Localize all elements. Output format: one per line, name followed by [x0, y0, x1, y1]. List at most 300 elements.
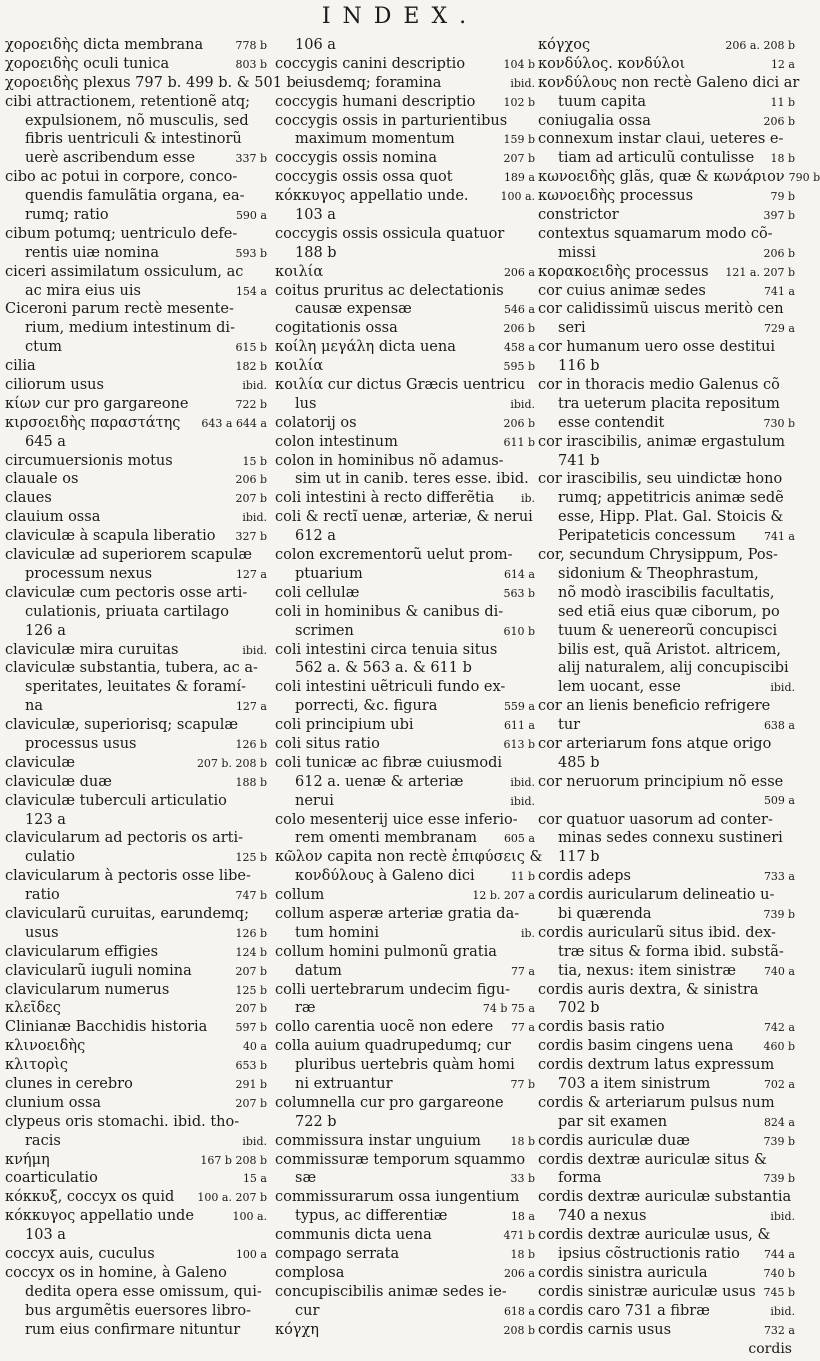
entry-term: nõ modò irascibilis facultatis, — [558, 584, 775, 601]
entry-term: colon excrementorũ uelut prom- — [275, 547, 513, 564]
index-entry — [538, 999, 795, 1018]
entry-term: κλινοειδὴς — [5, 1038, 86, 1055]
entry-term: 106 a — [295, 37, 336, 53]
index-entry — [538, 1075, 795, 1094]
entry-term: cordis dextræ auriculæ substantia — [538, 1189, 792, 1206]
index-entry — [5, 1056, 267, 1075]
index-entry — [275, 489, 535, 508]
entry-reference: 167 b 208 b — [200, 1153, 267, 1167]
index-entry — [538, 1132, 795, 1151]
index-entry — [275, 641, 535, 660]
index-entry — [538, 641, 795, 660]
index-entry — [275, 300, 535, 319]
entry-term: cibo ac potui in corpore, conco- — [5, 169, 238, 186]
index-entry — [275, 924, 535, 943]
entry-reference: 18 b — [770, 152, 795, 166]
index-entry — [275, 811, 535, 830]
index-entry — [5, 149, 267, 168]
index-entry — [538, 565, 795, 584]
index-entry — [5, 999, 267, 1018]
index-entry — [275, 508, 535, 527]
entry-reference: 121 a. 207 b — [725, 265, 795, 279]
entry-reference: 509 a — [763, 793, 795, 807]
index-entry — [5, 395, 267, 414]
index-entry — [538, 527, 795, 546]
entry-reference: 605 a — [503, 832, 535, 846]
entry-reference: 618 a — [503, 1304, 535, 1318]
index-entry — [5, 452, 267, 471]
entry-term: Peripateticis concessum — [558, 528, 736, 545]
entry-reference: 745 b — [763, 1285, 795, 1299]
index-entry — [5, 1245, 267, 1264]
entry-term: cordis auris dextra, & sinistra — [538, 981, 759, 998]
entry-reference: 125 b — [235, 983, 267, 997]
index-entry — [538, 452, 795, 471]
entry-term: rium, medium intestinum di- — [25, 320, 235, 337]
entry-term: coccygis canini descriptio — [275, 55, 466, 72]
index-entry — [538, 55, 795, 74]
entry-term: κόκκυξ, coccyx os quid — [5, 1189, 175, 1206]
entry-reference: 291 b — [235, 1077, 267, 1091]
entry-term: rumq; appetitricis animæ sedẽ — [558, 490, 784, 507]
entry-term: clavicularũ curuitas, earundemq; — [5, 905, 249, 922]
entry-reference: 742 a — [763, 1021, 795, 1035]
entry-reference: 741 a — [763, 284, 795, 298]
entry-term: maximum momentum — [295, 131, 455, 148]
entry-reference: 778 b — [235, 39, 267, 52]
index-entry — [275, 55, 535, 74]
entry-term: ciliorum usus — [5, 377, 104, 394]
entry-term: 103 a — [25, 1227, 66, 1244]
entry-reference: ibid. — [242, 511, 267, 525]
entry-reference: 208 b — [503, 1323, 535, 1337]
entry-term: κωνοειδὴς processus — [538, 188, 694, 205]
index-entry — [538, 470, 795, 489]
index-entry — [275, 225, 535, 244]
index-entry — [5, 168, 267, 187]
entry-term: clunes in cerebro — [5, 1075, 133, 1092]
index-entry — [275, 1037, 535, 1056]
entry-reference: ibid. — [242, 379, 267, 393]
index-entry — [5, 1207, 267, 1226]
entry-term: commissuræ temporum squammo — [275, 1151, 526, 1168]
entry-reference: 207 b — [503, 152, 535, 166]
entry-term: coli cellulæ — [275, 584, 360, 601]
entry-term: cordis adeps — [538, 868, 631, 885]
entry-reference: 207 b — [235, 1002, 267, 1016]
entry-reference: 460 b — [763, 1040, 795, 1054]
entry-reference: 11 b — [510, 870, 535, 884]
entry-term: ni extruantur — [295, 1075, 393, 1092]
entry-term: clavicularum ad pectoris os arti- — [5, 830, 244, 847]
entry-reference: 127 a — [235, 700, 267, 714]
index-entry — [538, 659, 795, 678]
index-entry — [5, 622, 267, 641]
index-entry — [538, 1226, 795, 1245]
entry-reference: 12 b. 207 a — [472, 889, 535, 903]
entry-term: colo mesenterij uice esse inferio- — [275, 811, 518, 828]
index-entry — [538, 357, 795, 376]
entry-term: χοροειδὴς oculi tunica — [5, 55, 170, 72]
entry-term: clavicularum à pectoris osse libe- — [5, 868, 251, 885]
entry-term: processus usus — [25, 735, 137, 752]
entry-term: 116 b — [558, 358, 600, 375]
entry-reference: 747 b — [235, 889, 267, 903]
entry-reference: 77 b — [510, 1077, 535, 1091]
index-entry — [538, 36, 795, 55]
index-entry — [275, 338, 535, 357]
entry-reference: 100 a. — [500, 190, 535, 204]
index-entry — [538, 754, 795, 773]
entry-term: esse, Hipp. Plat. Gal. Stoicis & — [558, 509, 784, 526]
index-entry — [538, 244, 795, 263]
index-entry — [275, 565, 535, 584]
entry-reference: 643 a 644 a — [201, 416, 267, 430]
index-entry — [275, 206, 535, 225]
index-entry — [275, 1245, 535, 1264]
entry-term: tur — [558, 717, 581, 734]
index-entry — [275, 149, 535, 168]
entry-term: cor, secundum Chrysippum, Pos- — [538, 547, 778, 564]
entry-term: sed etiã eius quæ ciborum, po — [558, 603, 780, 620]
entry-term: columnella cur pro gargareone — [275, 1094, 504, 1111]
index-entry — [275, 93, 535, 112]
entry-term: eiusdemq; foramina — [295, 74, 442, 91]
entry-term: rentis uiæ nomina — [25, 244, 160, 261]
index-entry — [275, 187, 535, 206]
index-entry — [5, 886, 267, 905]
index-entry — [5, 943, 267, 962]
entry-reference: 125 b — [235, 851, 267, 865]
entry-reference: ibid. — [770, 1304, 795, 1318]
index-entry — [275, 244, 535, 263]
index-entry — [538, 867, 795, 886]
index-entry — [5, 1264, 267, 1283]
index-entry — [538, 414, 795, 433]
entry-term: sæ — [295, 1170, 317, 1187]
index-entry — [538, 886, 795, 905]
index-entry — [538, 1151, 795, 1170]
index-entry — [275, 999, 535, 1018]
entry-term: ac mira eius uis — [25, 282, 141, 299]
entry-reference: 653 b — [235, 1059, 267, 1073]
index-entry — [538, 112, 795, 131]
index-entry — [275, 1075, 535, 1094]
index-entry — [275, 1018, 535, 1037]
entry-term: cor irascibilis, seu uindictæ hono — [538, 471, 783, 488]
index-entry — [538, 1094, 795, 1113]
entry-term: 612 a — [295, 528, 336, 545]
index-entry — [5, 187, 267, 206]
entry-term: 703 a item sinistrum — [558, 1075, 711, 1092]
entry-term: κίων cur pro gargareone — [5, 395, 189, 412]
entry-reference: 15 b — [242, 454, 267, 468]
index-entry — [275, 773, 535, 792]
entry-term: tuum & uenereorũ concupisci — [558, 622, 778, 639]
index-entry — [5, 1094, 267, 1113]
index-entry — [538, 829, 795, 848]
index-entry — [275, 319, 535, 338]
index-entry — [5, 735, 267, 754]
entry-term: coccygis ossis ossa quot — [275, 169, 453, 186]
entry-term: fibris uentriculi & intestinorũ — [25, 131, 242, 148]
entry-term: causæ expensæ — [295, 301, 412, 318]
entry-term: constrictor — [538, 207, 619, 224]
entry-term: pluribus uertebris quàm homi — [295, 1057, 515, 1074]
entry-term: 562 a. & 563 a. & 611 b — [295, 660, 472, 677]
entry-term: 702 b — [558, 1000, 600, 1017]
index-entry — [5, 263, 267, 282]
index-entry — [5, 112, 267, 131]
index-entry — [5, 206, 267, 225]
index-column-1 — [5, 36, 296, 1339]
index-entry — [275, 1113, 535, 1132]
index-entry — [5, 244, 267, 263]
entry-term: coli intestini uẽtriculi fundo ex- — [275, 679, 506, 696]
entry-term: κῶλον capita non rectè ἐπιφύσεις & — [275, 849, 543, 866]
index-entry — [5, 1321, 267, 1340]
entry-term: claviculæ mira curuitas — [5, 641, 179, 658]
index-entry — [5, 1302, 267, 1321]
entry-term: typus, ac differentiæ — [295, 1208, 448, 1225]
index-entry — [538, 678, 795, 697]
entry-term: 722 b — [295, 1113, 337, 1130]
index-entry — [538, 282, 795, 301]
entry-reference: 188 b — [235, 775, 267, 789]
entry-reference: 206 b — [235, 473, 267, 487]
index-entry — [275, 74, 535, 93]
index-entry — [538, 622, 795, 641]
entry-term: processum nexus — [25, 565, 153, 582]
entry-term: 103 a — [295, 207, 336, 224]
index-entry — [5, 36, 267, 55]
index-entry — [275, 792, 535, 811]
index-entry — [275, 1056, 535, 1075]
index-entry — [538, 1302, 795, 1321]
index-entry — [275, 470, 535, 489]
entry-term: porrecti, &c. figura — [295, 698, 438, 715]
index-entry — [5, 811, 267, 830]
entry-term: complosa — [275, 1264, 345, 1281]
entry-term: na — [25, 698, 43, 715]
index-entry — [5, 1037, 267, 1056]
entry-term: rum eius confirmare nituntur — [25, 1321, 241, 1338]
entry-reference: 593 b — [235, 246, 267, 260]
entry-reference: 613 b — [503, 737, 535, 751]
entry-term: uerè ascribendum esse — [25, 150, 196, 167]
index-entry — [275, 1302, 535, 1321]
entry-reference: 126 b — [235, 926, 267, 940]
entry-reference: 471 b — [503, 1229, 535, 1243]
index-entry — [5, 773, 267, 792]
entry-term: κωνοειδὴς glãs, quæ & κωνάριον — [538, 169, 785, 186]
index-entry — [275, 263, 535, 282]
entry-term: clavicularum numerus — [5, 981, 170, 998]
entry-term: coitus pruritus ac delectationis — [275, 282, 504, 299]
index-entry — [5, 527, 267, 546]
index-entry — [538, 130, 795, 149]
index-entry — [538, 433, 795, 452]
index-entry — [275, 584, 535, 603]
index-entry — [5, 1188, 267, 1207]
entry-term: κοίλη μεγάλη dicta uena — [275, 339, 456, 356]
entry-term: Ciceroni parum rectè mesente- — [5, 301, 234, 318]
entry-term: ctum — [25, 339, 63, 356]
index-entry — [538, 376, 795, 395]
entry-term: coccyx os in homine, à Galeno — [5, 1264, 227, 1281]
index-entry — [538, 319, 795, 338]
entry-reference: 15 a — [242, 1172, 267, 1186]
entry-term: minas sedes connexu sustineri — [558, 830, 783, 847]
entry-reference: 207 b — [235, 1096, 267, 1110]
entry-term: tia, nexus: item sinistræ — [558, 962, 736, 979]
entry-term: Clinianæ Bacchidis historia — [5, 1019, 208, 1036]
entry-term: claviculæ duæ — [5, 773, 112, 790]
index-entry — [275, 168, 535, 187]
entry-reference: 11 b — [770, 95, 795, 109]
entry-term: colon in hominibus nõ adamus- — [275, 452, 504, 469]
entry-reference: 207 b — [235, 492, 267, 506]
entry-term: cordis basis ratio — [538, 1019, 665, 1036]
index-entry — [275, 527, 535, 546]
entry-term: coccygis ossis ossicula quatuor — [275, 225, 505, 242]
entry-term: collum homini pulmonũ gratia — [275, 943, 497, 960]
index-entry — [5, 962, 267, 981]
entry-reference: 159 b — [503, 133, 535, 147]
entry-reference: 74 b 75 a — [482, 1002, 535, 1016]
entry-term: culatio — [25, 849, 75, 866]
entry-term: colla auium quadrupedumq; cur — [275, 1038, 511, 1055]
entry-reference: ibid. — [510, 794, 535, 808]
index-entry — [5, 1018, 267, 1037]
entry-reference: 100 a — [235, 1248, 267, 1261]
entry-term: 188 b — [295, 244, 337, 261]
entry-reference: ibid. — [510, 775, 535, 789]
entry-reference: ibid. — [242, 643, 267, 657]
entry-term: 126 a — [25, 622, 66, 639]
entry-reference: 18 a — [510, 1210, 535, 1224]
entry-term: 612 a. uenæ & arteriæ — [295, 773, 464, 790]
entry-term: 485 b — [558, 754, 600, 771]
index-entry — [538, 603, 795, 622]
entry-term: coarticulatio — [5, 1170, 98, 1187]
entry-reference: 563 b — [503, 586, 535, 600]
index-entry — [5, 867, 267, 886]
index-entry — [538, 1283, 795, 1302]
entry-term: κόκκυγος appellatio unde — [5, 1208, 194, 1225]
entry-term: cor arteriarum fons atque origo — [538, 735, 772, 752]
entry-reference: 100 a. 207 b — [197, 1191, 267, 1205]
entry-reference: 740 a — [763, 964, 795, 978]
entry-term: coli in hominibus & canibus di- — [275, 603, 504, 620]
index-entry — [275, 36, 535, 55]
catchword: cordis — [748, 1341, 792, 1357]
entry-term: coli intestini circa tenuia situs — [275, 641, 498, 658]
entry-term: cibum potumq; uentriculo defe- — [5, 225, 238, 242]
entry-term: bi quærenda — [558, 905, 652, 922]
entry-term: connexum instar claui, ueteres e- — [538, 131, 784, 148]
index-entry — [5, 319, 267, 338]
entry-term: κονδύλος. κονδύλοι — [538, 55, 686, 72]
index-entry — [275, 1264, 535, 1283]
entry-reference: 824 a — [763, 1115, 795, 1129]
entry-reference: 33 b — [510, 1172, 535, 1186]
entry-reference: ibid. — [242, 1134, 267, 1148]
index-entry — [538, 924, 795, 943]
entry-term: tra ueterum placita repositum — [558, 395, 780, 412]
entry-term: tum homini — [295, 924, 379, 941]
index-entry — [275, 282, 535, 301]
index-entry — [5, 565, 267, 584]
index-entry — [275, 414, 535, 433]
index-entry — [5, 697, 267, 716]
index-entry — [5, 829, 267, 848]
entry-term: coli tunicæ ac fibræ cuiusmodi — [275, 754, 503, 771]
index-entry — [5, 1132, 267, 1151]
entry-reference: 182 b — [235, 360, 267, 374]
entry-reference: 337 b — [235, 152, 267, 166]
entry-term: seri — [558, 320, 586, 337]
entry-term: 645 a — [25, 433, 66, 450]
entry-term: coccygis ossis nomina — [275, 150, 437, 167]
index-entry — [538, 225, 795, 244]
index-entry — [5, 1169, 267, 1188]
index-entry — [538, 811, 795, 830]
entry-term: coli intestini à recto differẽtia — [275, 490, 495, 507]
entry-reference: 207 b. 208 b — [196, 756, 267, 770]
entry-term: clauium ossa — [5, 509, 101, 526]
entry-reference: 595 b — [503, 360, 535, 374]
entry-reference: 702 a — [763, 1077, 795, 1091]
entry-term: κόγχη — [275, 1321, 319, 1338]
entry-term: cur — [295, 1302, 320, 1319]
index-entry — [275, 697, 535, 716]
entry-term: 740 a nexus — [558, 1208, 647, 1225]
index-entry — [5, 1113, 267, 1132]
index-entry — [5, 754, 267, 773]
entry-reference: 740 b — [763, 1266, 795, 1280]
entry-term: expulsionem, nõ musculis, sed — [25, 112, 249, 129]
index-entry — [275, 943, 535, 962]
index-entry — [275, 867, 535, 886]
index-entry — [538, 168, 820, 187]
index-entry — [275, 1283, 535, 1302]
index-entry — [538, 1169, 795, 1188]
index-entry — [538, 149, 795, 168]
entry-term: colon intestinum — [275, 433, 398, 450]
index-column-2 — [275, 36, 543, 1339]
index-entry — [275, 735, 535, 754]
entry-reference: 739 b — [763, 907, 795, 921]
index-entry — [538, 338, 795, 357]
index-entry — [5, 338, 267, 357]
index-entry — [538, 263, 795, 282]
entry-reference: 744 a — [763, 1248, 795, 1261]
entry-reference: 458 a — [503, 341, 535, 355]
index-entry — [275, 1188, 535, 1207]
entry-reference: 803 b — [235, 57, 267, 71]
index-entry — [5, 678, 267, 697]
index-entry — [5, 470, 267, 489]
entry-term: ratio — [25, 887, 60, 904]
entry-term: cor in thoracis medio Galenus cõ — [538, 377, 780, 394]
entry-term: κοιλία cur dictus Græcis uentricu — [275, 377, 526, 394]
entry-reference: 597 b — [235, 1021, 267, 1035]
index-entry — [5, 130, 267, 149]
entry-term: træ situs & forma ibid. substã- — [558, 943, 784, 960]
index-entry — [275, 130, 535, 149]
index-entry — [538, 1018, 795, 1037]
